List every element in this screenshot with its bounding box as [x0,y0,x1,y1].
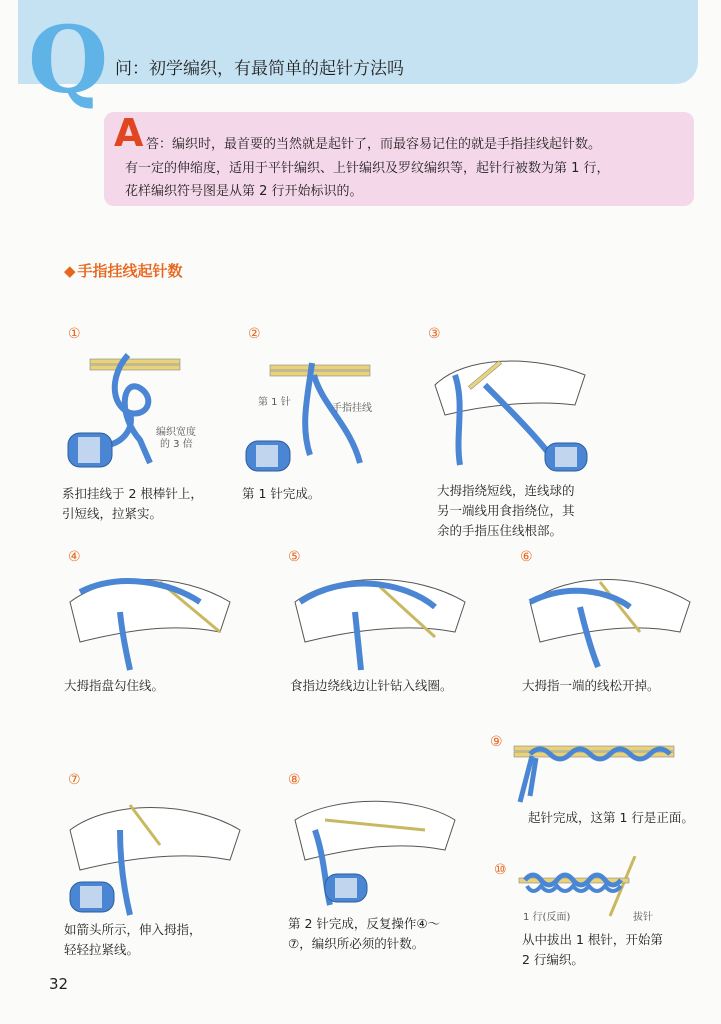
figure-step-3 [425,345,605,475]
question-text: 问：初学编织，有最简单的起针方法吗 [115,59,404,79]
figure-step-5 [285,562,475,672]
label-row-1-back: 1 行(反面) [523,912,571,923]
a-letter: A [114,111,144,155]
caption-step-8: 第 2 针完成，反复操作④～ ⑦，编织所必须的针数。 [288,916,441,951]
q-letter: Q [28,6,109,114]
diamond-bullet-icon: ◆ [64,262,76,280]
label-first-stitch: 第 1 针 [258,397,291,408]
page-number: 32 [49,975,69,993]
figure-step-2 [240,345,400,475]
answer-line-1: 答：编织时，最首要的当然就是起针了，而最容易记住的就是手指挂线起针数。 [146,137,602,152]
step-number-3: ③ [428,326,441,342]
caption-step-1: 系扣挂线于 2 根棒针上， 引短线，拉紧实。 [62,486,203,521]
section-title [64,260,183,281]
step-number-2: ② [248,326,261,342]
step-number-8: ⑧ [288,772,301,788]
caption-step-5: 食指边绕线边让针钻入线圈。 [290,678,453,693]
label-three-times: 的 3 倍 [160,439,193,450]
step-number-4: ④ [68,549,81,565]
figure-step-10 [515,856,675,924]
label-pull-needle: 拔针 [633,912,653,923]
caption-step-4: 大拇指盘勾住线。 [64,678,165,693]
label-finger-loop: 手指挂线 [332,403,372,414]
figure-step-7 [60,790,250,920]
figure-step-8 [285,790,465,910]
step-number-5: ⑤ [288,549,301,565]
step-number-10: ⑩ [494,862,507,878]
step-number-7: ⑦ [68,772,81,788]
figure-step-1 [60,345,230,475]
answer-line-3: 花样编织符号图是从第 2 行开始标识的。 [125,184,363,199]
step-number-9: ⑨ [490,734,503,750]
caption-step-6: 大拇指一端的线松开掉。 [522,678,660,693]
caption-step-9: 起针完成，这第 1 行是正面。 [528,810,694,825]
step-number-1: ① [68,326,81,342]
caption-step-10: 从中拔出 1 根针，开始第 2 行编织。 [522,932,663,967]
caption-step-7: 如箭头所示，伸入拇指， 轻轻拉紧线。 [64,922,202,957]
caption-step-2: 第 1 针完成。 [242,486,321,501]
section-title-text: 手指挂线起针数 [77,262,183,280]
label-knit-width: 编织宽度 [156,427,196,438]
figure-step-9 [510,736,680,806]
step-number-6: ⑥ [520,549,533,565]
figure-step-4 [60,562,240,672]
figure-step-6 [520,562,700,672]
caption-step-3: 大拇指绕短线，连线球的 另一端线用食指绕位，其 余的手指压住线根部。 [437,483,575,538]
answer-line-2: 有一定的伸缩度，适用于平针编织、上针编织及罗纹编织等，起针行被数为第 1 行， [125,161,610,176]
